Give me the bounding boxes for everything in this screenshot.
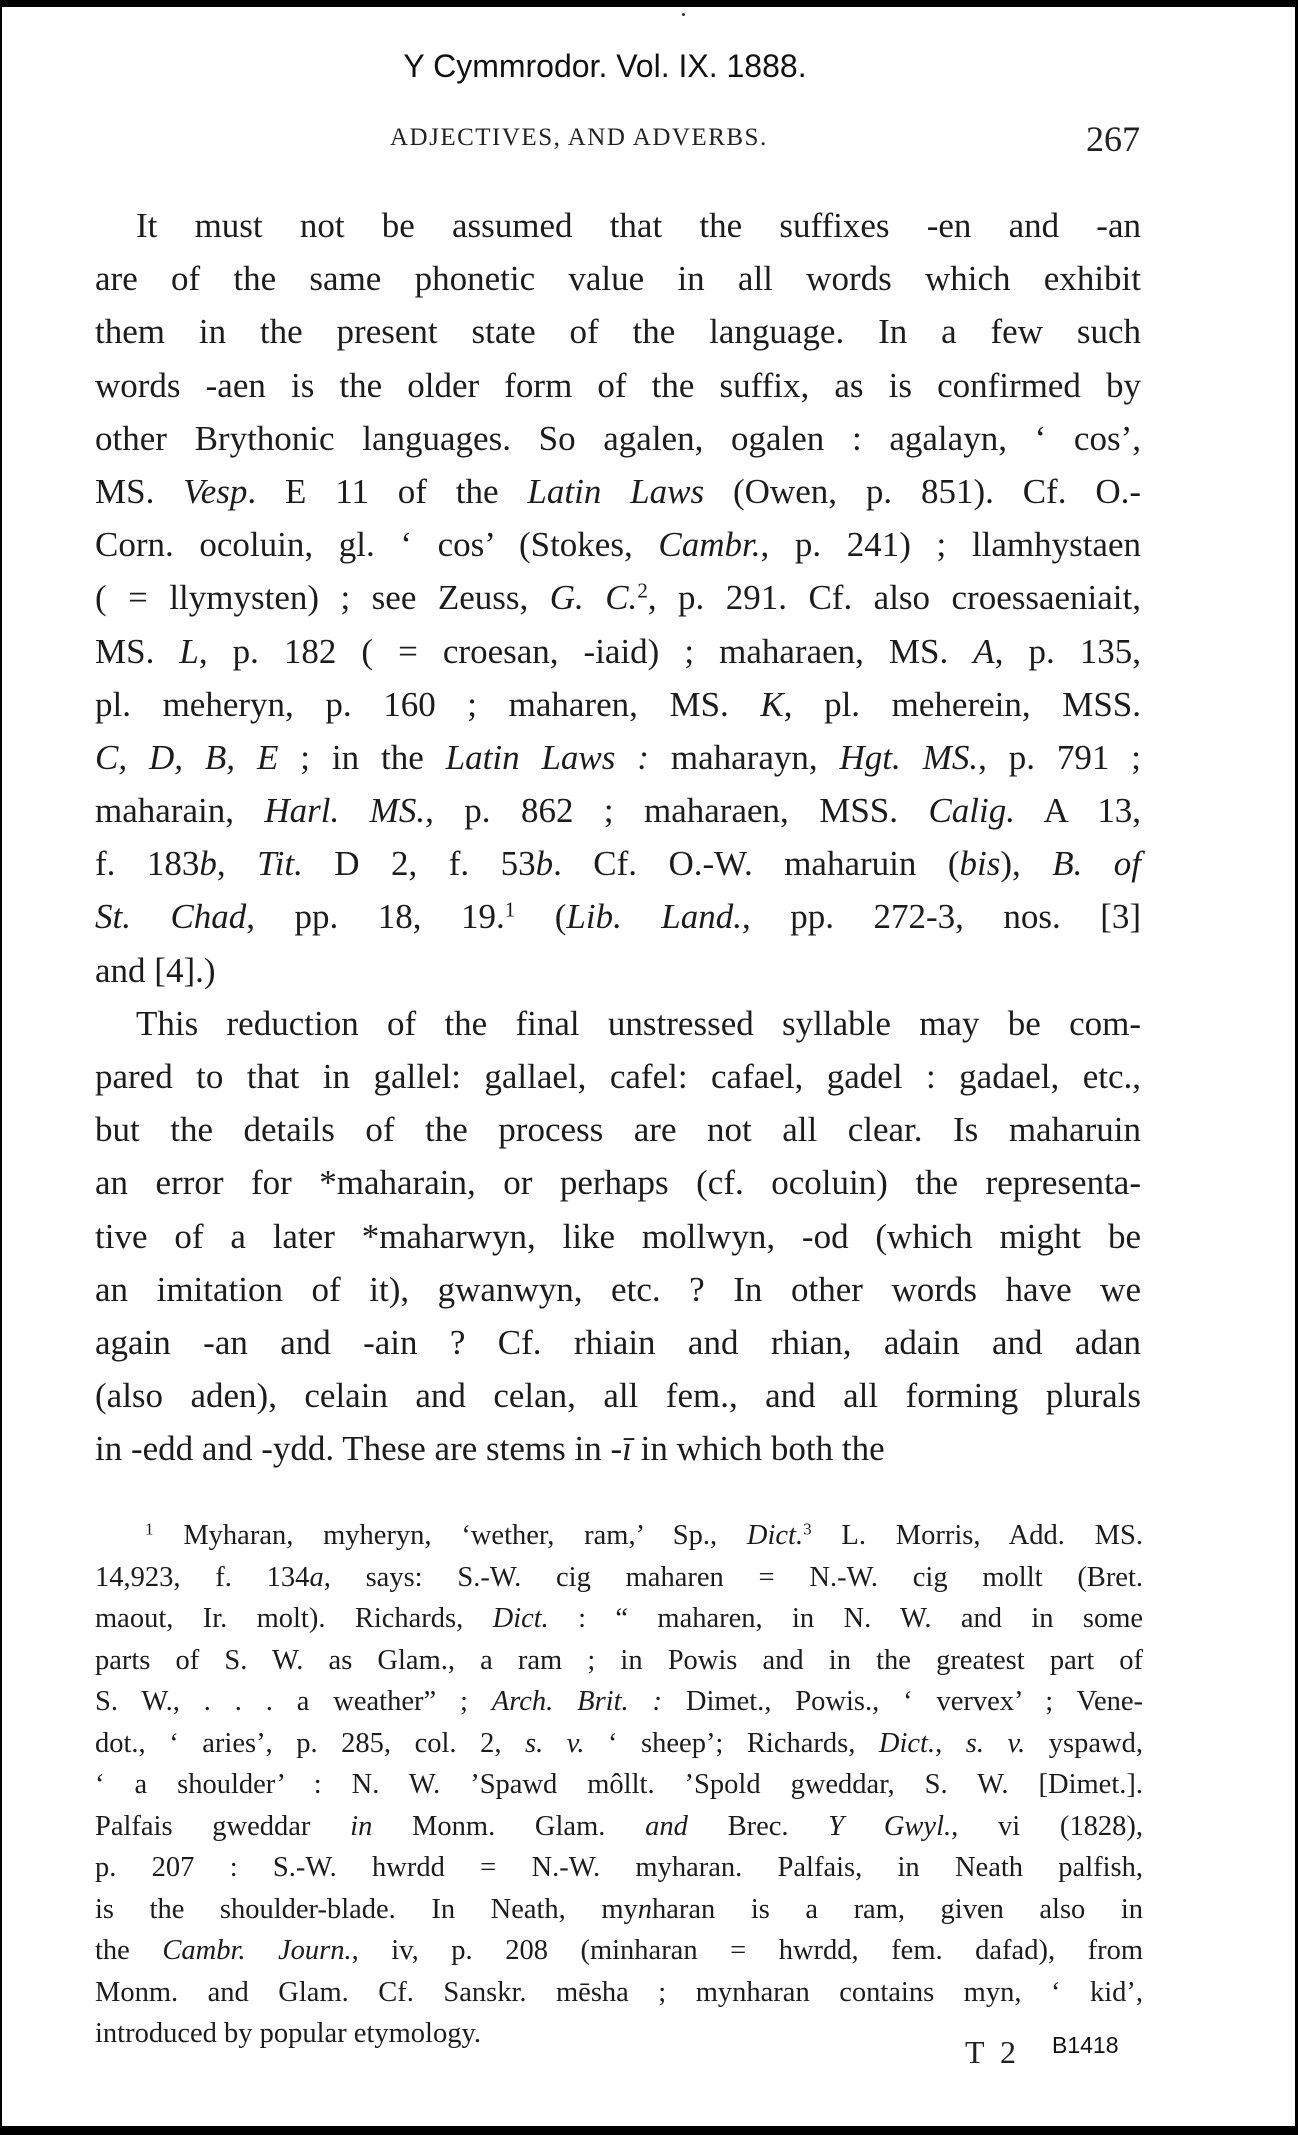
text-run: : “ maharen, in N. W. and in some: [548, 1603, 1144, 1634]
italic-text-run: Dict.: [746, 1520, 804, 1551]
body-line: [95, 784, 1141, 837]
footnote-line: [95, 1806, 1143, 1848]
italic-text-run: and: [645, 1810, 688, 1842]
body-line: [95, 1369, 1141, 1422]
text-run: , pp. 272-3, nos. [3]: [742, 897, 1142, 937]
text-run: , p. 241) ; llamhystaen: [760, 525, 1141, 565]
italic-text-run: Dict.: [878, 1727, 936, 1759]
body-line: [95, 1210, 1141, 1263]
italic-text-run: A: [973, 631, 995, 671]
italic-text-run: Hgt. MS.: [839, 737, 979, 777]
text-run: 14,923, f. 134: [95, 1561, 310, 1593]
italic-text-run: b: [535, 844, 554, 884]
italic-text-run: n: [637, 1893, 653, 1925]
text-run: but the details of the process are not all clear. Is maharuin: [95, 1110, 1141, 1150]
body-line: [95, 731, 1141, 784]
text-run: and [4].): [95, 950, 216, 990]
italic-text-run: Harl. MS.: [264, 791, 426, 831]
text-run: Dimet., Powis., ‘ vervex’ ; Vene-: [662, 1686, 1144, 1717]
italic-text-run: St. Chad: [95, 897, 247, 937]
italic-text-run: Y Gwyl.: [828, 1810, 952, 1842]
body-line: [95, 1156, 1141, 1209]
italic-text-run: Arch. Brit. :: [491, 1686, 663, 1717]
text-run: ‘ sheep’; Richards,: [584, 1727, 879, 1759]
text-run: , p. 791 ;: [978, 737, 1142, 777]
body-line: [95, 412, 1141, 465]
text-run: , says: S.-W. cig maharen = N.-W. cig mollt (Bret.: [323, 1561, 1143, 1593]
body-line: [95, 518, 1141, 571]
italic-text-run: Tit.: [257, 844, 303, 884]
italic-text-run: s. v.: [965, 1727, 1026, 1759]
body-line: [95, 465, 1141, 518]
italic-text-run: b: [199, 844, 217, 884]
text-run: MS.: [95, 471, 184, 511]
text-run: an error for *maharain, or perhaps (cf. ocoluin) the representa-: [95, 1163, 1141, 1203]
text-run: ‘ a shoulder’ : N. W. ’Spawd môllt. ’Spold gweddar, S. W. [Dimet.].: [95, 1769, 1143, 1800]
text-run: tive of a later *maharwyn, like mollwyn, -od (which might be: [95, 1216, 1141, 1256]
text-run: ( = llymysten) ; see Zeuss,: [95, 578, 550, 618]
text-run: haran is a ram, given also in: [652, 1893, 1144, 1925]
footnote-line: [95, 1598, 1143, 1640]
italic-text-run: ī: [622, 1429, 632, 1469]
text-run: (also aden), celain and celan, all fem., and all forming plurals: [95, 1376, 1141, 1416]
text-run: dot., ‘ aries’, p. 285, col. 2,: [95, 1727, 526, 1759]
text-run: other Brythonic languages. So agalen, ogalen : agalayn, ‘ cos’,: [95, 418, 1141, 458]
text-run: words -aen is the older form of the suffix, as is confirmed by: [95, 365, 1141, 405]
text-run: again -an and -ain ? Cf. rhiain and rhian, adain and adan: [95, 1322, 1141, 1362]
text-run: ; in the: [278, 737, 446, 777]
italic-text-run: Lib. Land.: [566, 897, 743, 937]
body-line: [95, 571, 1141, 624]
body-line: [95, 359, 1141, 412]
text-run: A 13,: [1014, 791, 1141, 831]
text-run: , iv, p. 208 (minharan = hwrdd, fem. dafad), from: [351, 1935, 1143, 1966]
text-run: ,: [935, 1727, 966, 1759]
text-run: them in the present state of the language. In a few such: [95, 312, 1141, 352]
text-run: . E 11 of the: [247, 471, 528, 511]
text-run: is the shoulder-blade. In Neath, my: [95, 1893, 638, 1925]
italic-text-run: in: [350, 1810, 373, 1842]
footnote-line: [95, 1640, 1143, 1682]
text-run: are of the same phonetic value in all words which exhibit: [95, 259, 1141, 299]
italic-text-run: s. v.: [525, 1727, 585, 1759]
superscript-marker: 3: [803, 1519, 812, 1539]
body-line: [95, 678, 1141, 731]
text-run: f. 183: [95, 844, 200, 884]
scan-border-left: [0, 0, 2, 2135]
italic-text-run: Calig.: [928, 791, 1015, 831]
body-line: [95, 890, 1141, 943]
footnote-line: [95, 1930, 1143, 1972]
text-run: . Cf. O.-W. maharuin (: [553, 844, 960, 884]
italic-text-run: a: [309, 1561, 324, 1593]
italic-text-run: bis: [959, 844, 1001, 884]
body-line: [95, 199, 1141, 252]
text-run: the: [95, 1935, 163, 1966]
text-run: parts of S. W. as Glam., a ram ; in Powis and in the greatest part of: [95, 1644, 1143, 1676]
text-run: It must not be assumed that the suffixes -en and -an: [136, 206, 1141, 245]
text-run: , pl. meherein, MSS.: [783, 684, 1141, 724]
source-title: Y Cymmrodor. Vol. IX. 1888.: [403, 48, 807, 84]
text-run: Monm. Glam.: [372, 1810, 646, 1842]
italic-text-run: Cambr.: [658, 525, 761, 565]
text-run: Brec.: [687, 1810, 829, 1842]
footnote-line: [95, 1723, 1143, 1765]
italic-text-run: B. of: [1052, 844, 1142, 884]
body-line: [95, 305, 1141, 358]
footnote-line: [95, 1847, 1143, 1889]
footnote-line: [95, 1557, 1143, 1599]
italic-text-run: Cambr. Journ.: [162, 1935, 352, 1966]
italic-text-run: Vesp: [183, 471, 248, 511]
text-run: , p. 182 ( = croesan, -iaid) ; maharaen, MS.: [198, 631, 974, 671]
running-head: ADJECTIVES, AND ADVERBS.: [390, 124, 768, 151]
text-run: an imitation of it), gwanwyn, etc. ? In other words have we: [95, 1269, 1141, 1309]
text-run: ),: [1000, 844, 1053, 884]
italic-text-run: Latin Laws :: [445, 737, 649, 777]
footnote-line: [95, 1515, 1143, 1557]
text-run: introduced by popular etymology.: [95, 2018, 481, 2049]
body-line: [95, 625, 1141, 678]
text-run: , vi (1828),: [951, 1810, 1143, 1842]
signature-mark: T 2: [965, 2034, 1020, 2070]
text-run: maout, Ir. molt). Richards,: [95, 1603, 493, 1634]
superscript-marker: 1: [504, 897, 516, 922]
body-line: [95, 1103, 1141, 1156]
text-run: Corn. ocoluin, gl. ‘ cos’ (Stokes,: [95, 525, 659, 565]
page-code: B1418: [1052, 2032, 1119, 2058]
text-run: maharayn,: [648, 737, 840, 777]
text-run: MS.: [95, 631, 180, 671]
text-run: p. 207 : S.-W. hwrdd = N.-W. myharan. Palfais, in Neath palfish,: [95, 1852, 1143, 1883]
footnote-line: [95, 1764, 1143, 1806]
italic-text-run: Dict.: [492, 1603, 549, 1634]
body-line: [95, 944, 1141, 997]
text-run: Monm. and Glam. Cf. Sanskr. mēsha ; mynharan contains myn, ‘ kid’,: [95, 1976, 1143, 2008]
italic-text-run: C, D, B, E: [95, 737, 279, 777]
body-line: [95, 252, 1141, 305]
text-run: pl. meheryn, p. 160 ; maharen, MS.: [95, 684, 761, 724]
body-text: [95, 199, 1141, 1476]
text-run: ,: [216, 844, 258, 884]
text-run: Palfais gweddar: [95, 1810, 351, 1842]
text-run: S. W., . . . a weather” ;: [95, 1686, 492, 1717]
text-run: , p. 862 ; maharaen, MSS.: [425, 791, 929, 831]
superscript-marker: 2: [637, 578, 648, 603]
text-run: yspawd,: [1025, 1727, 1143, 1759]
text-run: in which both the: [631, 1429, 885, 1469]
body-line: [95, 1263, 1141, 1316]
text-run: , p. 291. Cf. also croessaeniait,: [647, 578, 1142, 618]
scan-border-top: [0, 0, 1298, 7]
footnote-line: [95, 1972, 1143, 2014]
body-line: [95, 997, 1141, 1050]
italic-text-run: L: [179, 631, 199, 671]
body-line: [95, 1316, 1141, 1369]
text-run: (: [515, 897, 567, 937]
scan-border-bottom: [0, 2126, 1298, 2135]
text-run: , pp. 18, 19.: [246, 897, 505, 937]
page-number: 267: [1086, 119, 1140, 159]
text-run: pared to that in gallel: gallael, cafel: cafael, gadel : gadael, etc.,: [95, 1057, 1141, 1096]
text-run: maharain,: [95, 791, 265, 831]
footnote-line: [95, 1681, 1143, 1723]
text-run: L. Morris, Add. MS.: [811, 1520, 1143, 1551]
scan-speck: [682, 13, 685, 16]
italic-text-run: G. C.: [549, 578, 638, 618]
text-run: , p. 135,: [994, 631, 1141, 671]
superscript-marker: 1: [145, 1519, 154, 1539]
body-line: [95, 837, 1141, 890]
text-run: This reduction of the final unstressed syllable may be com-: [136, 1003, 1141, 1043]
italic-text-run: Latin Laws: [527, 471, 705, 511]
body-line: [95, 1422, 1141, 1475]
footnote: [95, 1515, 1143, 2055]
text-run: D 2, f. 53: [302, 844, 536, 884]
italic-text-run: K: [760, 684, 784, 724]
footnote-line: [95, 1889, 1143, 1931]
text-run: (Owen, p. 851). Cf. O.-: [704, 471, 1141, 511]
text-run: Myharan, myheryn, ‘wether, ram,’ Sp.,: [153, 1520, 747, 1551]
text-run: in -edd and -ydd. These are stems in -: [95, 1429, 623, 1469]
body-line: [95, 1050, 1141, 1103]
